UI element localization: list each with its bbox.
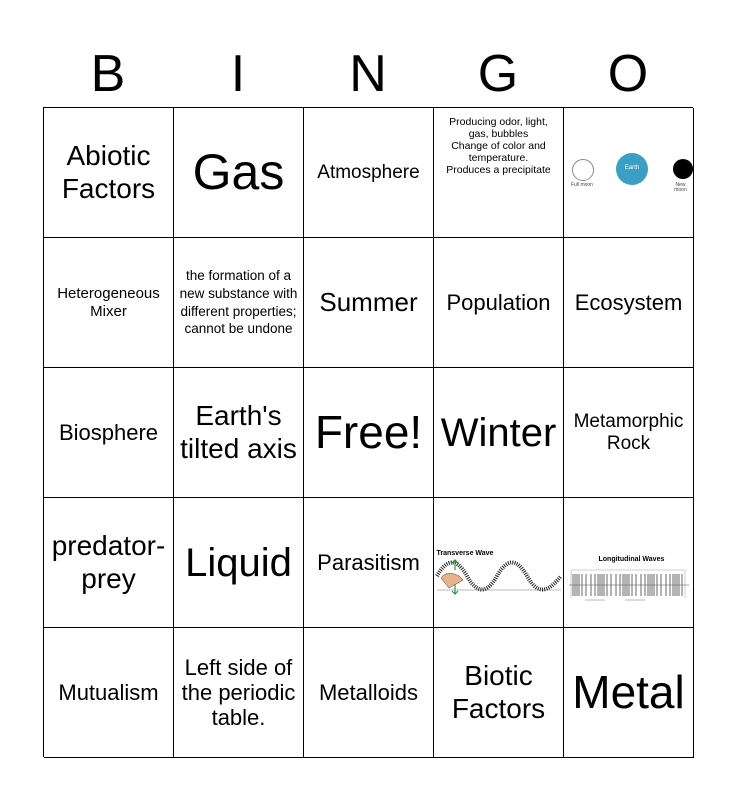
longitudinal-wave-image <box>565 518 693 608</box>
bingo-cell[interactable]: Ecosystem <box>564 238 694 368</box>
transverse-wave-image <box>435 518 563 608</box>
bingo-cell[interactable]: Producing odor, light, gas, bubbles Change of color and temperature. Produces a precipitate <box>434 108 564 238</box>
bingo-cell[interactable]: predator-prey <box>44 498 174 628</box>
new-moon-icon <box>673 159 693 179</box>
free-space-cell[interactable]: Free! <box>304 368 434 498</box>
bingo-cell[interactable]: Population <box>434 238 564 368</box>
bingo-cell[interactable]: Summer <box>304 238 434 368</box>
header-letter-n: N <box>349 45 387 103</box>
bingo-cell-transverse-wave[interactable] <box>434 498 564 628</box>
bingo-cell[interactable]: Mutualism <box>44 628 174 758</box>
bingo-cell[interactable]: Biosphere <box>44 368 174 498</box>
bingo-cell[interactable]: Biotic Factors <box>434 628 564 758</box>
transverse-wave-icon <box>435 518 563 608</box>
header-letter-o: O <box>607 45 649 103</box>
bingo-cell[interactable]: Heterogeneous Mixer <box>44 238 174 368</box>
bingo-cell-moon-phases[interactable] <box>564 108 694 238</box>
bingo-cell[interactable]: the formation of a new substance with different properties; cannot be undone <box>174 238 304 368</box>
bingo-cell[interactable]: Metal <box>564 628 694 758</box>
bingo-cell[interactable]: Abiotic Factors <box>44 108 174 238</box>
bingo-cell[interactable]: Metamorphic Rock <box>564 368 694 498</box>
header-letter-b: B <box>90 45 126 103</box>
longitudinal-wave-title: Longitudinal Waves <box>598 555 665 563</box>
longitudinal-wave-icon <box>565 518 693 608</box>
bingo-cell[interactable]: Left side of the periodic table. <box>174 628 304 758</box>
bingo-cell[interactable]: Atmosphere <box>304 108 434 238</box>
bingo-header <box>43 44 693 104</box>
full-moon-label: Full moon <box>571 181 593 188</box>
bingo-cell[interactable]: Parasitism <box>304 498 434 628</box>
bingo-grid <box>43 107 693 757</box>
header-letter-g: G <box>477 45 519 103</box>
bingo-cell-longitudinal-wave[interactable] <box>564 498 694 628</box>
bingo-cell[interactable]: Gas <box>174 108 304 238</box>
full-moon-icon <box>572 159 594 181</box>
bingo-cell[interactable]: Winter <box>434 368 564 498</box>
bingo-cell[interactable]: Earth's tilted axis <box>174 368 304 498</box>
bingo-cell[interactable]: Metalloids <box>304 628 434 758</box>
moon-phases-image <box>568 143 689 203</box>
bingo-cell[interactable]: Liquid <box>174 498 304 628</box>
header-letter-i: I <box>230 45 246 103</box>
earth-icon: Earth <box>616 153 648 185</box>
transverse-wave-title: Transverse Wave <box>436 549 494 557</box>
new-moon-label: New moon <box>674 181 687 194</box>
